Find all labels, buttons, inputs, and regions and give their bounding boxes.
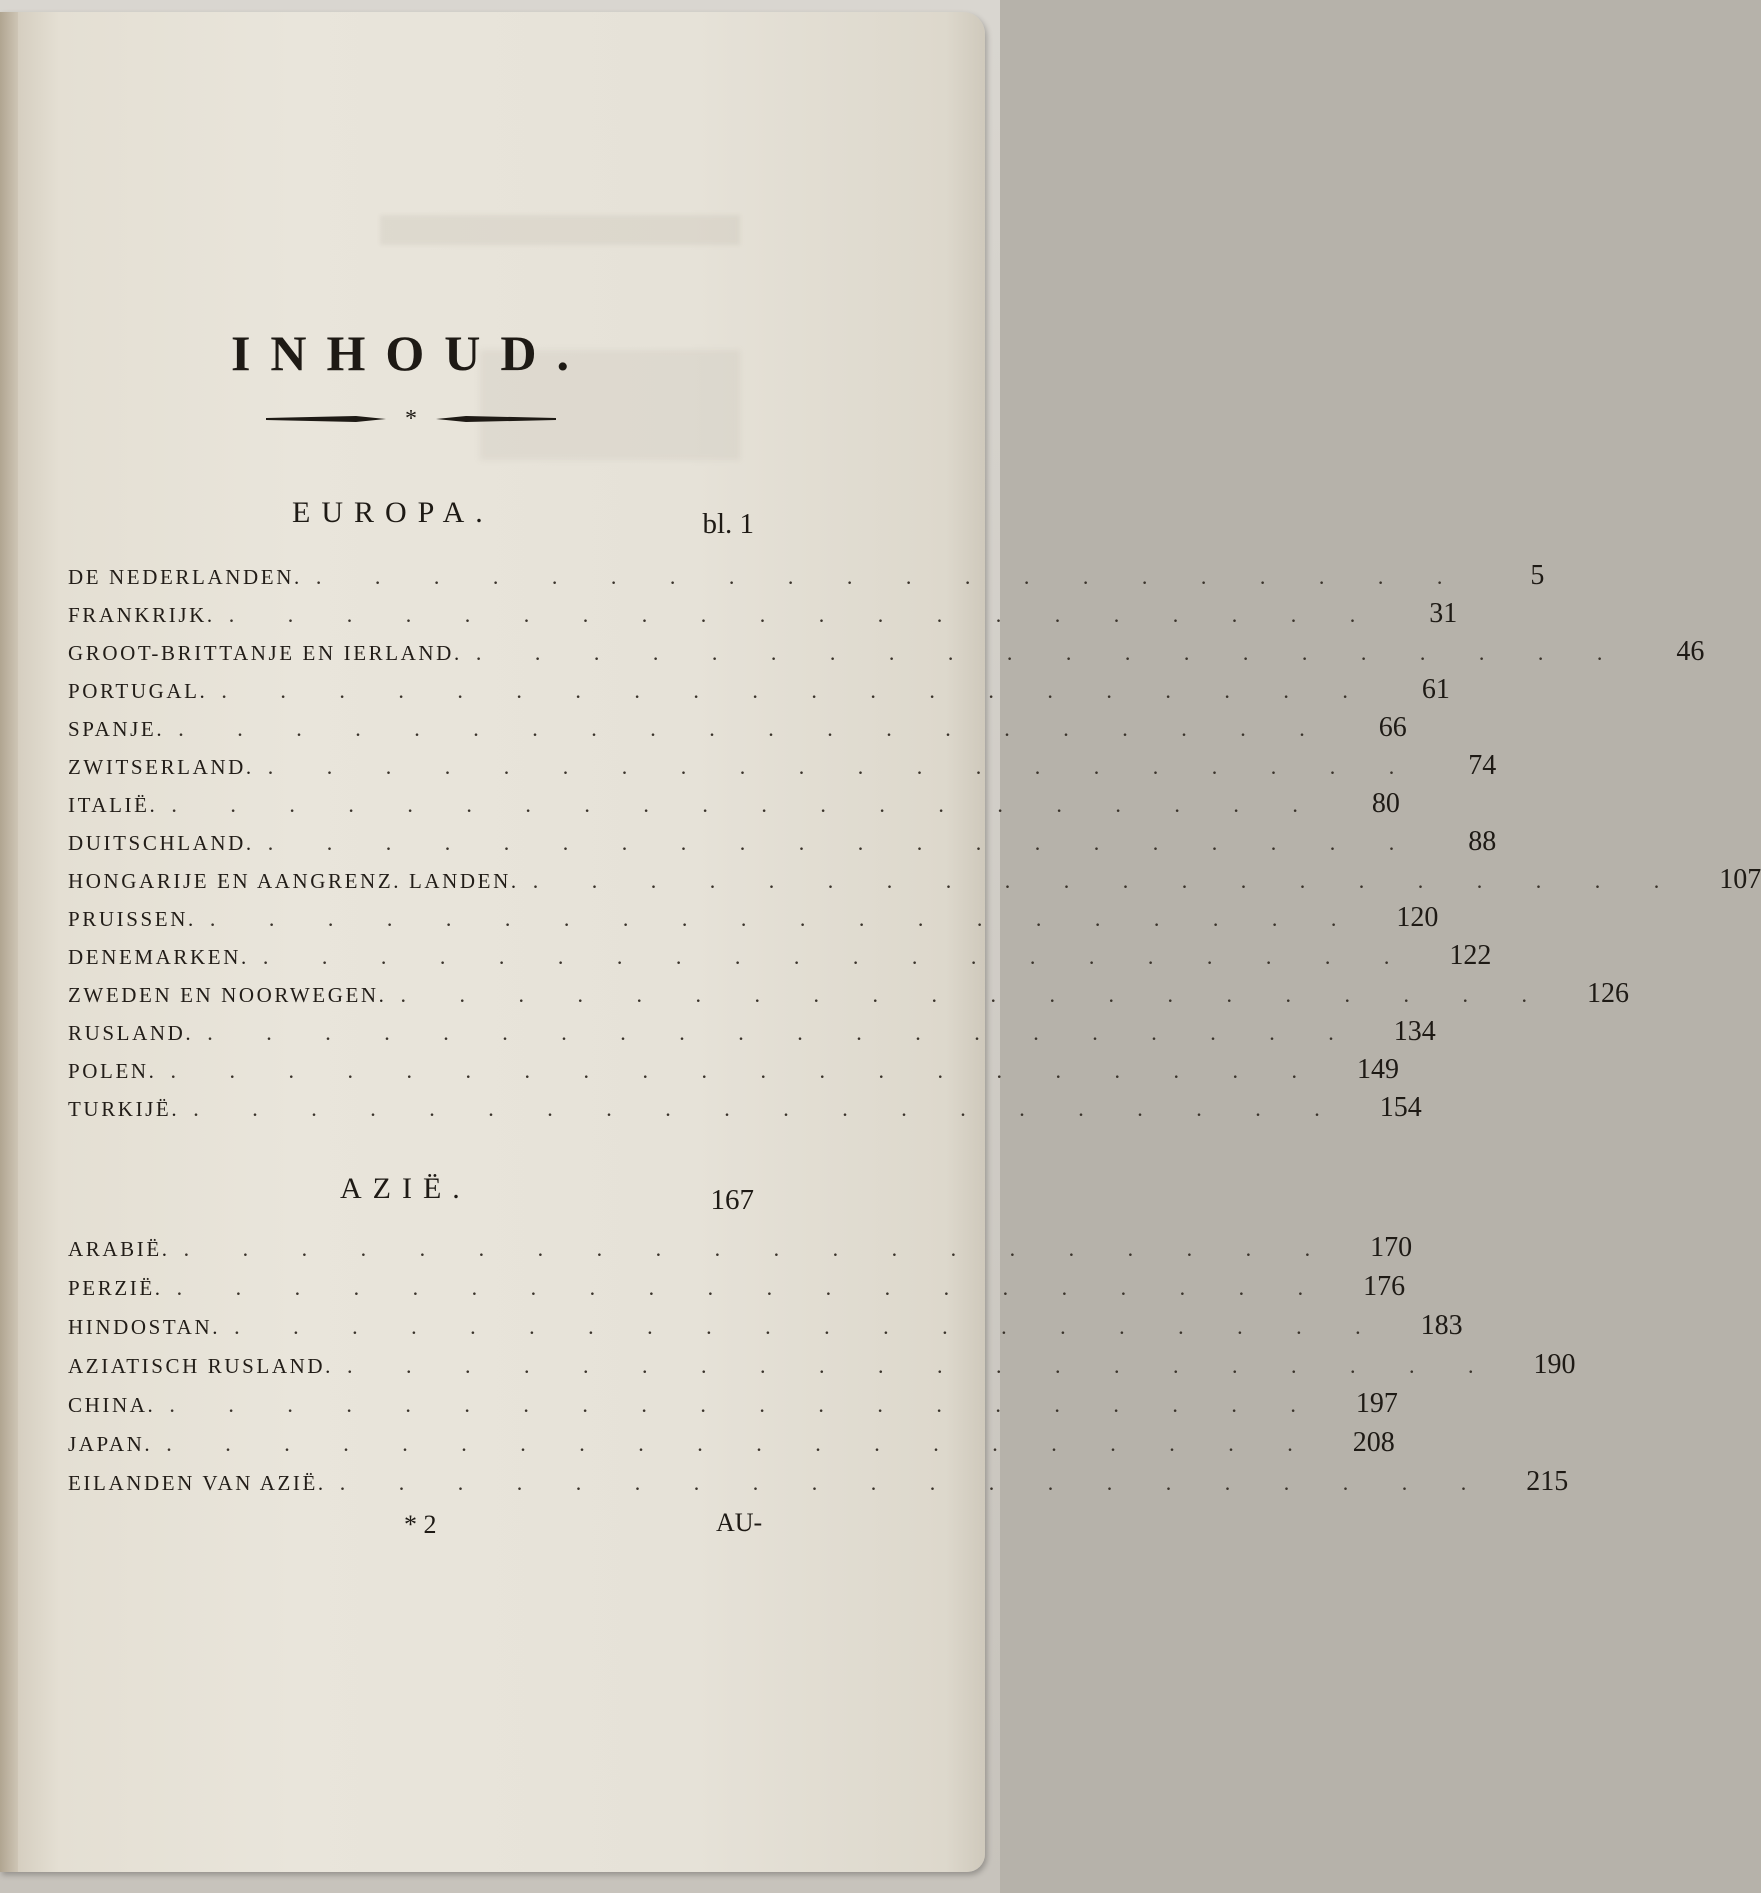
toc-entry bbox=[68, 1349, 1576, 1387]
toc-entry-page: 120 bbox=[1396, 902, 1439, 933]
toc-entry bbox=[68, 940, 1492, 978]
toc-entry bbox=[68, 864, 1761, 902]
section-heading-europa: EUROPA. bbox=[292, 496, 494, 529]
toc-entry-label: PERZIË. bbox=[68, 1276, 163, 1300]
leader-dots: . . . . . . . . . . . . . . . . . . . . bbox=[176, 1275, 1328, 1300]
toc-entry bbox=[68, 1016, 1436, 1054]
page-title: INHOUD. bbox=[230, 324, 590, 381]
toc-entry-label: SPANJE. bbox=[68, 717, 165, 741]
leader-dots: . . . . . . . . . . . . . . . . . . . . bbox=[267, 754, 1419, 779]
page-binding-edge bbox=[0, 12, 18, 1872]
toc-entry-page: 61 bbox=[1421, 674, 1450, 705]
toc-entry-label: AZIATISCH RUSLAND. bbox=[68, 1354, 333, 1378]
toc-entry bbox=[68, 636, 1705, 674]
signature-mark: * 2 bbox=[404, 1510, 437, 1539]
toc-entry-label: GROOT-BRITTANJE EN IERLAND. bbox=[68, 641, 462, 665]
toc-entry-label: CHINA. bbox=[68, 1393, 156, 1417]
leader-dots: . . . . . . . . . . . . . . . . . . . . bbox=[209, 906, 1361, 931]
toc-entry-page: 215 bbox=[1526, 1466, 1569, 1497]
toc-entry-page: 176 bbox=[1363, 1271, 1406, 1302]
bleed-through-shadow bbox=[380, 215, 740, 245]
leader-dots: . . . . . . . . . . . . . . . . . . . . bbox=[475, 640, 1627, 665]
leader-dots: . . . . . . . . . . . . . . . . . . . . bbox=[346, 1353, 1498, 1378]
toc-entry-label: FRANKRIJK. bbox=[68, 603, 215, 627]
toc-entry-page: 126 bbox=[1587, 978, 1630, 1009]
toc-entry bbox=[68, 1427, 1395, 1465]
toc-entry bbox=[68, 1388, 1398, 1426]
toc-entry-page: 46 bbox=[1676, 636, 1705, 667]
toc-entry bbox=[68, 1310, 1463, 1348]
toc-entry bbox=[68, 560, 1545, 598]
leader-dots: . . . . . . . . . . . . . . . . . . . . bbox=[267, 830, 1419, 855]
title-ornament bbox=[266, 404, 556, 434]
toc-entry-label: DE NEDERLANDEN. bbox=[68, 565, 302, 589]
leader-dots: . . . . . . . . . . . . . . . . . . . . bbox=[532, 868, 1684, 893]
leader-dots: . . . . . . . . . . . . . . . . . . . . bbox=[171, 792, 1322, 817]
leader-dots: . . . . . . . . . . . . . . . . . . . . bbox=[339, 1470, 1491, 1495]
catchword: AU- bbox=[716, 1508, 763, 1537]
toc-entry-page: 154 bbox=[1379, 1092, 1422, 1123]
toc-entry-page: 5 bbox=[1530, 560, 1545, 591]
toc-entry bbox=[68, 978, 1630, 1016]
toc-entry bbox=[68, 1232, 1413, 1270]
toc-entry-page: 197 bbox=[1355, 1388, 1398, 1419]
toc-entry-page: 80 bbox=[1371, 788, 1400, 819]
toc-entry bbox=[68, 1092, 1422, 1130]
toc-entry-label: ZWITSERLAND. bbox=[68, 755, 254, 779]
toc-entry-page: 208 bbox=[1352, 1427, 1395, 1458]
toc-entry-label: POLEN. bbox=[68, 1059, 157, 1083]
toc-entry-label: EILANDEN VAN AZIË. bbox=[68, 1471, 326, 1495]
toc-entry-label: PORTUGAL. bbox=[68, 679, 208, 703]
toc-entry bbox=[68, 750, 1497, 788]
toc-entry-page: 149 bbox=[1357, 1054, 1400, 1085]
toc-entry bbox=[68, 902, 1439, 940]
toc-entry-label: JAPAN. bbox=[68, 1432, 153, 1456]
toc-entry bbox=[68, 826, 1497, 864]
leader-dots: . . . . . . . . . . . . . . . . . . . . bbox=[234, 1314, 1385, 1339]
toc-entry bbox=[68, 674, 1450, 712]
toc-entry-label: HINDOSTAN. bbox=[68, 1315, 221, 1339]
section-heading-azie: AZIË. bbox=[340, 1172, 471, 1205]
leader-dots: . . . . . . . . . . . . . . . . . . . . bbox=[178, 716, 1329, 741]
leader-dots: . . . . . . . . . . . . . . . . . . . . bbox=[169, 1392, 1320, 1417]
toc-entry-label: ZWEDEN EN NOORWEGEN. bbox=[68, 983, 387, 1007]
leader-dots: . . . . . . . . . . . . . . . . . . . . bbox=[183, 1236, 1335, 1261]
toc-entry-label: RUSLAND. bbox=[68, 1021, 194, 1045]
leader-dots: . . . . . . . . . . . . . . . . . . . . bbox=[228, 602, 1380, 627]
leader-dots: . . . . . . . . . . . . . . . . . . . . bbox=[262, 944, 1414, 969]
toc-entry-label: ARABIË. bbox=[68, 1237, 170, 1261]
toc-entry-label: PRUISSEN. bbox=[68, 907, 196, 931]
toc-entry-page: 134 bbox=[1393, 1016, 1436, 1047]
toc-entry bbox=[68, 712, 1407, 750]
toc-entry-page: 88 bbox=[1468, 826, 1497, 857]
toc-entry-label: HONGARIJE EN AANGRENZ. LANDEN. bbox=[68, 869, 519, 893]
toc-entry bbox=[68, 1466, 1569, 1504]
toc-entry bbox=[68, 1271, 1406, 1309]
toc-entry-label: DENEMARKEN. bbox=[68, 945, 249, 969]
leader-dots: . . . . . . . . . . . . . . . . . . . . bbox=[170, 1058, 1322, 1083]
leader-dots: . . . . . . . . . . . . . . . . . . . . bbox=[207, 1020, 1358, 1045]
toc-entry-page: 190 bbox=[1533, 1349, 1576, 1380]
leader-dots: . . . . . . . . . . . . . . . . . . . . bbox=[193, 1096, 1344, 1121]
leader-dots: . . . . . . . . . . . . . . . . . . . . bbox=[400, 982, 1552, 1007]
toc-entry bbox=[68, 788, 1400, 826]
toc-entry-page: 66 bbox=[1378, 712, 1407, 743]
toc-entry bbox=[68, 598, 1458, 636]
toc-entry-page: 31 bbox=[1429, 598, 1458, 629]
toc-entry-page: 183 bbox=[1420, 1310, 1463, 1341]
toc-entry bbox=[68, 1054, 1400, 1092]
leader-dots: . . . . . . . . . . . . . . . . . . . . bbox=[166, 1431, 1317, 1456]
toc-entry-page: 170 bbox=[1370, 1232, 1413, 1263]
toc-entry-label: TURKIJË. bbox=[68, 1097, 180, 1121]
toc-entry-label: ITALIË. bbox=[68, 793, 158, 817]
toc-entry-page: 74 bbox=[1468, 750, 1497, 781]
svg-text:*: * bbox=[405, 406, 417, 432]
toc-entry-page: 122 bbox=[1449, 940, 1492, 971]
toc-entry-page: 107 bbox=[1719, 864, 1761, 895]
section-page-azie: 167 bbox=[710, 1184, 754, 1216]
leader-dots: . . . . . . . . . . . . . . . . . . . . bbox=[221, 678, 1372, 703]
leader-dots: . . . . . . . . . . . . . . . . . . . . bbox=[315, 564, 1467, 589]
toc-entry-label: DUITSCHLAND. bbox=[68, 831, 254, 855]
section-page-europa: bl. 1 bbox=[702, 508, 754, 540]
